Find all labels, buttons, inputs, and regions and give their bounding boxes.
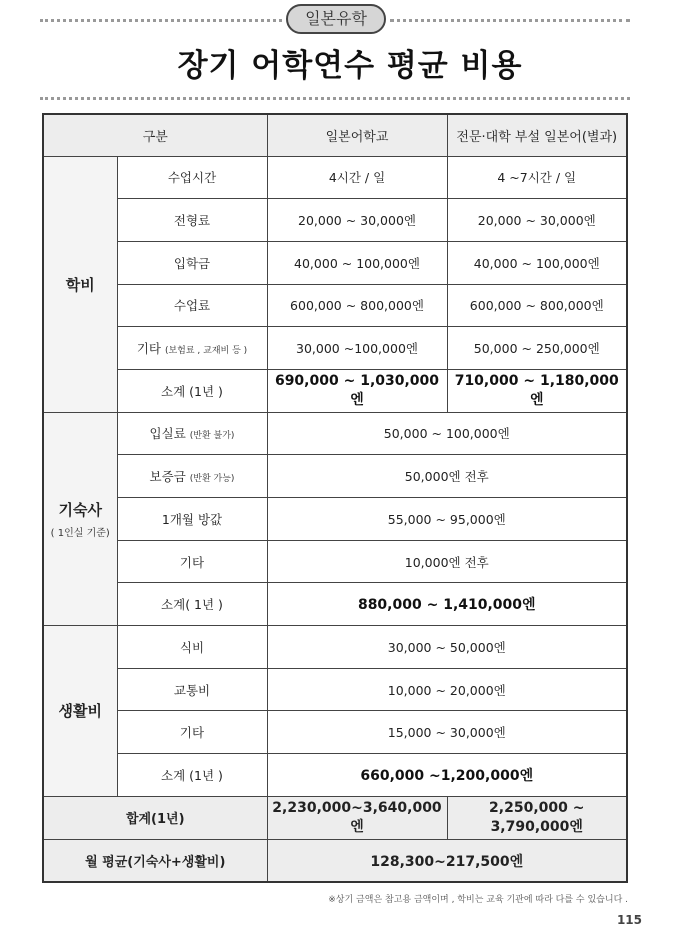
cell-value: 30,000 ~ 50,000엔 bbox=[267, 626, 627, 669]
cell-value: 40,000 ~ 100,000엔 bbox=[267, 241, 447, 284]
table-row bbox=[43, 668, 627, 711]
row-label: 기타 bbox=[117, 540, 267, 583]
row-label-text: 기타 bbox=[136, 341, 161, 357]
section-tag: 일본유학 bbox=[286, 4, 386, 34]
cell-value: 10,000 ~ 20,000엔 bbox=[267, 668, 627, 711]
category-dormitory-sub: ( 1인실 기준) bbox=[50, 527, 110, 539]
table-row bbox=[43, 540, 627, 583]
section-tag-row bbox=[40, 4, 630, 36]
cell-value: 600,000 ~ 800,000엔 bbox=[447, 284, 627, 327]
monthly-average-value: 128,300~217,500엔 bbox=[267, 839, 627, 882]
row-label: 교통비 bbox=[117, 668, 267, 711]
row-label: 기타 bbox=[117, 711, 267, 754]
cell-value: 600,000 ~ 800,000엔 bbox=[267, 284, 447, 327]
subtotal-value: 690,000 ~ 1,030,000엔 bbox=[267, 369, 447, 412]
row-label-note: (반환 불가) bbox=[189, 431, 235, 442]
header-university-course: 전문·대학 부설 일본어(별과) bbox=[447, 114, 627, 156]
cell-value: 50,000 ~ 250,000엔 bbox=[447, 327, 627, 370]
table-row bbox=[43, 498, 627, 541]
cost-table bbox=[42, 113, 628, 883]
table-header-row bbox=[43, 114, 627, 156]
page-title: 장기 어학연수 평균 비용 bbox=[177, 48, 523, 84]
cell-value: 4시간 / 일 bbox=[267, 156, 447, 199]
table-row bbox=[43, 412, 627, 455]
subtotal-label: 소계( 1년 ) bbox=[117, 583, 267, 626]
category-tuition: 학비 bbox=[43, 156, 117, 412]
subtotal-value: 710,000 ~ 1,180,000엔 bbox=[447, 369, 627, 412]
row-label-text: 입실료 bbox=[149, 426, 186, 442]
table-row bbox=[43, 626, 627, 669]
row-label: 수업료 bbox=[117, 284, 267, 327]
row-label: 식비 bbox=[117, 626, 267, 669]
cell-value: 50,000엔 전후 bbox=[267, 455, 627, 498]
table-row bbox=[43, 156, 627, 199]
table-row bbox=[43, 711, 627, 754]
subtotal-label: 소계 (1년 ) bbox=[117, 754, 267, 797]
table-row bbox=[43, 327, 627, 370]
subtotal-label: 소계 (1년 ) bbox=[117, 369, 267, 412]
cell-value: 20,000 ~ 30,000엔 bbox=[447, 199, 627, 242]
title-dotted-divider bbox=[40, 97, 630, 100]
cell-value: 30,000 ~100,000엔 bbox=[267, 327, 447, 370]
dotted-divider-right bbox=[390, 19, 630, 22]
subtotal-value: 660,000 ~1,200,000엔 bbox=[267, 754, 627, 797]
category-dormitory bbox=[43, 412, 117, 625]
total-value: 2,230,000~3,640,000엔 bbox=[267, 796, 447, 839]
category-living: 생활비 bbox=[43, 626, 117, 797]
cell-value: 40,000 ~ 100,000엔 bbox=[447, 241, 627, 284]
cell-value: 10,000엔 전후 bbox=[267, 540, 627, 583]
row-label: 수업시간 bbox=[117, 156, 267, 199]
row-label bbox=[117, 412, 267, 455]
page-number: 115 bbox=[616, 913, 642, 927]
header-category: 구분 bbox=[43, 114, 267, 156]
cell-value: 15,000 ~ 30,000엔 bbox=[267, 711, 627, 754]
table-row bbox=[43, 455, 627, 498]
footnote: ※상기 금액은 참고용 금액이며 , 학비는 교육 기관에 따라 다를 수 있습니다 . bbox=[328, 895, 628, 905]
table-row bbox=[43, 199, 627, 242]
table-row bbox=[43, 369, 627, 412]
row-label-note: (보험료 , 교재비 등 ) bbox=[164, 346, 248, 357]
header-language-school: 일본어학교 bbox=[267, 114, 447, 156]
row-label bbox=[117, 327, 267, 370]
monthly-average-label: 월 평균(기숙사+생활비) bbox=[43, 839, 267, 882]
table-row bbox=[43, 241, 627, 284]
row-label: 전형료 bbox=[117, 199, 267, 242]
total-label: 합계(1년) bbox=[43, 796, 267, 839]
cell-value: 55,000 ~ 95,000엔 bbox=[267, 498, 627, 541]
row-label bbox=[117, 455, 267, 498]
row-label-note: (반환 가능) bbox=[189, 474, 235, 485]
subtotal-value: 880,000 ~ 1,410,000엔 bbox=[267, 583, 627, 626]
row-label: 1개월 방값 bbox=[117, 498, 267, 541]
category-dormitory-label: 기숙사 bbox=[58, 500, 102, 519]
row-label-text: 보증금 bbox=[149, 469, 186, 485]
table-row bbox=[43, 754, 627, 797]
row-label: 입학금 bbox=[117, 241, 267, 284]
cell-value: 50,000 ~ 100,000엔 bbox=[267, 412, 627, 455]
monthly-average-row bbox=[43, 839, 627, 882]
table-row bbox=[43, 284, 627, 327]
dotted-divider-left bbox=[40, 19, 282, 22]
cell-value: 4 ~7시간 / 일 bbox=[447, 156, 627, 199]
table-row bbox=[43, 583, 627, 626]
total-value: 2,250,000 ~ 3,790,000엔 bbox=[447, 796, 627, 839]
total-row bbox=[43, 796, 627, 839]
cell-value: 20,000 ~ 30,000엔 bbox=[267, 199, 447, 242]
